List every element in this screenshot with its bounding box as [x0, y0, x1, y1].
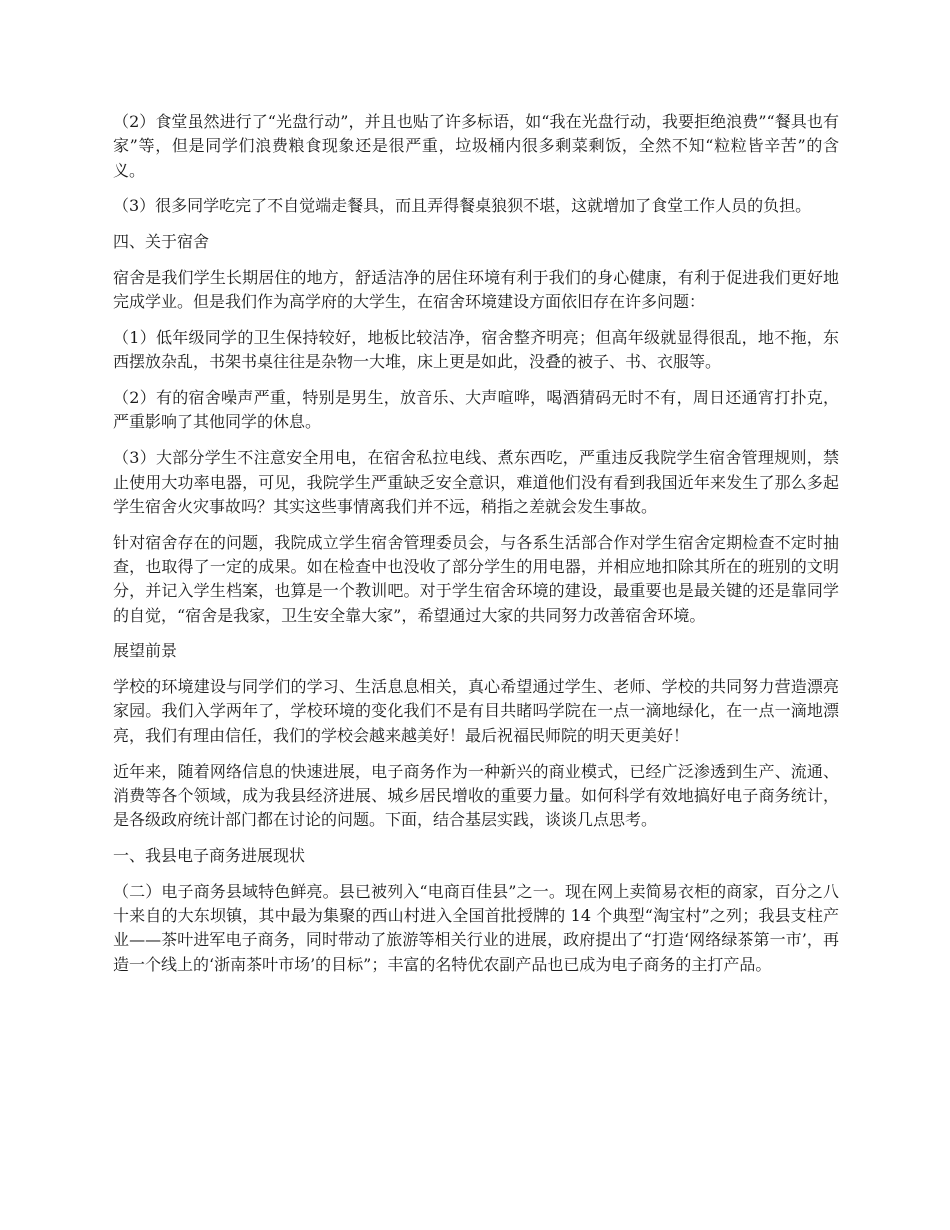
section-heading-outlook: 展望前景 [113, 641, 178, 661]
section-heading-ecommerce-status: 一、我县电子商务进展现状 [113, 845, 306, 865]
document-body [113, 110, 839, 988]
paragraph-dormitory-intro: 宿舍是我们学生长期居住的地方，舒适洁净的居住环境有利于我们的身心健康，有利于促进我们更好地完成学业。但是我们作为高学府的大学生，在宿舍环境建设方面依旧存在许多问题： [113, 267, 839, 312]
paragraph-dormitory-hygiene: （1）低年级同学的卫生保持较好，地板比较洁净，宿舍整齐明亮；但高年级就显得很乱，地不拖，东西摆放杂乱，书架书桌往往是杂物一大堆，床上更是如此，没叠的被子、书、衣服等。 [113, 328, 839, 372]
paragraph-canteen-waste: （2）食堂虽然进行了“光盘行动”，并且也贴了许多标语，如“我在光盘行动，我要拒绝浪费”“餐具也有家”等，但是同学们浪费粮食现象还是很严重，垃圾桶内很多剩菜剩饭，全然不知“粒粒皆辛苦”的含义。 [113, 112, 839, 180]
paragraph-canteen-dishes: （3）很多同学吃完了不自觉端走餐具，而且弄得餐桌狼狈不堪，这就增加了食堂工作人员的负担。 [113, 196, 812, 216]
section-heading-dormitory: 四、关于宿舍 [113, 232, 210, 252]
paragraph-ecommerce-features: （二）电子商务县域特色鲜亮。县已被列入“电商百佳县”之一。现在网上卖简易衣柜的商家，百分之八十来自的大东坝镇，其中最为集聚的西山村进入全国首批授牌的 14 个典型“淘宝村”之列；我县支柱产业——茶叶进军电子商务，同时带动了旅游等相关行业的进展，政府提出了“打造‘网络绿茶第一市’，再造一个线上的‘浙南茶叶市场’的目标”；丰富的名特优农副产品也已成为电子商务的主打产品。 [113, 881, 839, 974]
paragraph-dormitory-management: 针对宿舍存在的问题，我院成立学生宿舍管理委员会，与各系生活部合作对学生宿舍定期检查不定时抽查，也取得了一定的成果。如在检查中也没收了部分学生的用电器，并相应地扣除其所在的班别的文明分，并记入学生档案，也算是一个教训吧。对于学生宿舍环境的建设，最重要也是最关键的还是靠同学的自觉，“宿舍是我家，卫生安全靠大家”，希望通过大家的共同努力改善宿舍环境。 [113, 532, 839, 625]
paragraph-outlook: 学校的环境建设与同学们的学习、生活息息相关，真心希望通过学生、老师、学校的共同努力营造漂亮家园。我们入学两年了，学校环境的变化我们不是有目共睹吗学院在一点一滴地绿化，在一点一滴地漂亮，我们有理由信任，我们的学校会越来越美好！最后祝福民师院的明天更美好！ [113, 677, 839, 745]
paragraph-ecommerce-intro: 近年来，随着网络信息的快速进展，电子商务作为一种新兴的商业模式，已经广泛渗透到生产、流通、消费等各个领域，成为我县经济进展、城乡居民增收的重要力量。如何科学有效地搞好电子商务统计，是各级政府统计部门都在讨论的问题。下面，结合基层实践，谈谈几点思考。 [113, 761, 839, 830]
paragraph-dormitory-noise: （2）有的宿舍噪声严重，特别是男生，放音乐、大声喧哗，喝酒猜码无时不有，周日还通宵打扑克，严重影响了其他同学的休息。 [113, 388, 839, 432]
paragraph-dormitory-electricity: （3）大部分学生不注意安全用电，在宿舍私拉电线、煮东西吃，严重违反我院学生宿舍管理规则，禁止使用大功率电器，可见，我院学生严重缺乏安全意识，难道他们没有看到我国近年来发生了那么多起学生宿舍火灾事故吗？其实这些事情离我们并不远，稍指之差就会发生事故。 [113, 448, 839, 516]
